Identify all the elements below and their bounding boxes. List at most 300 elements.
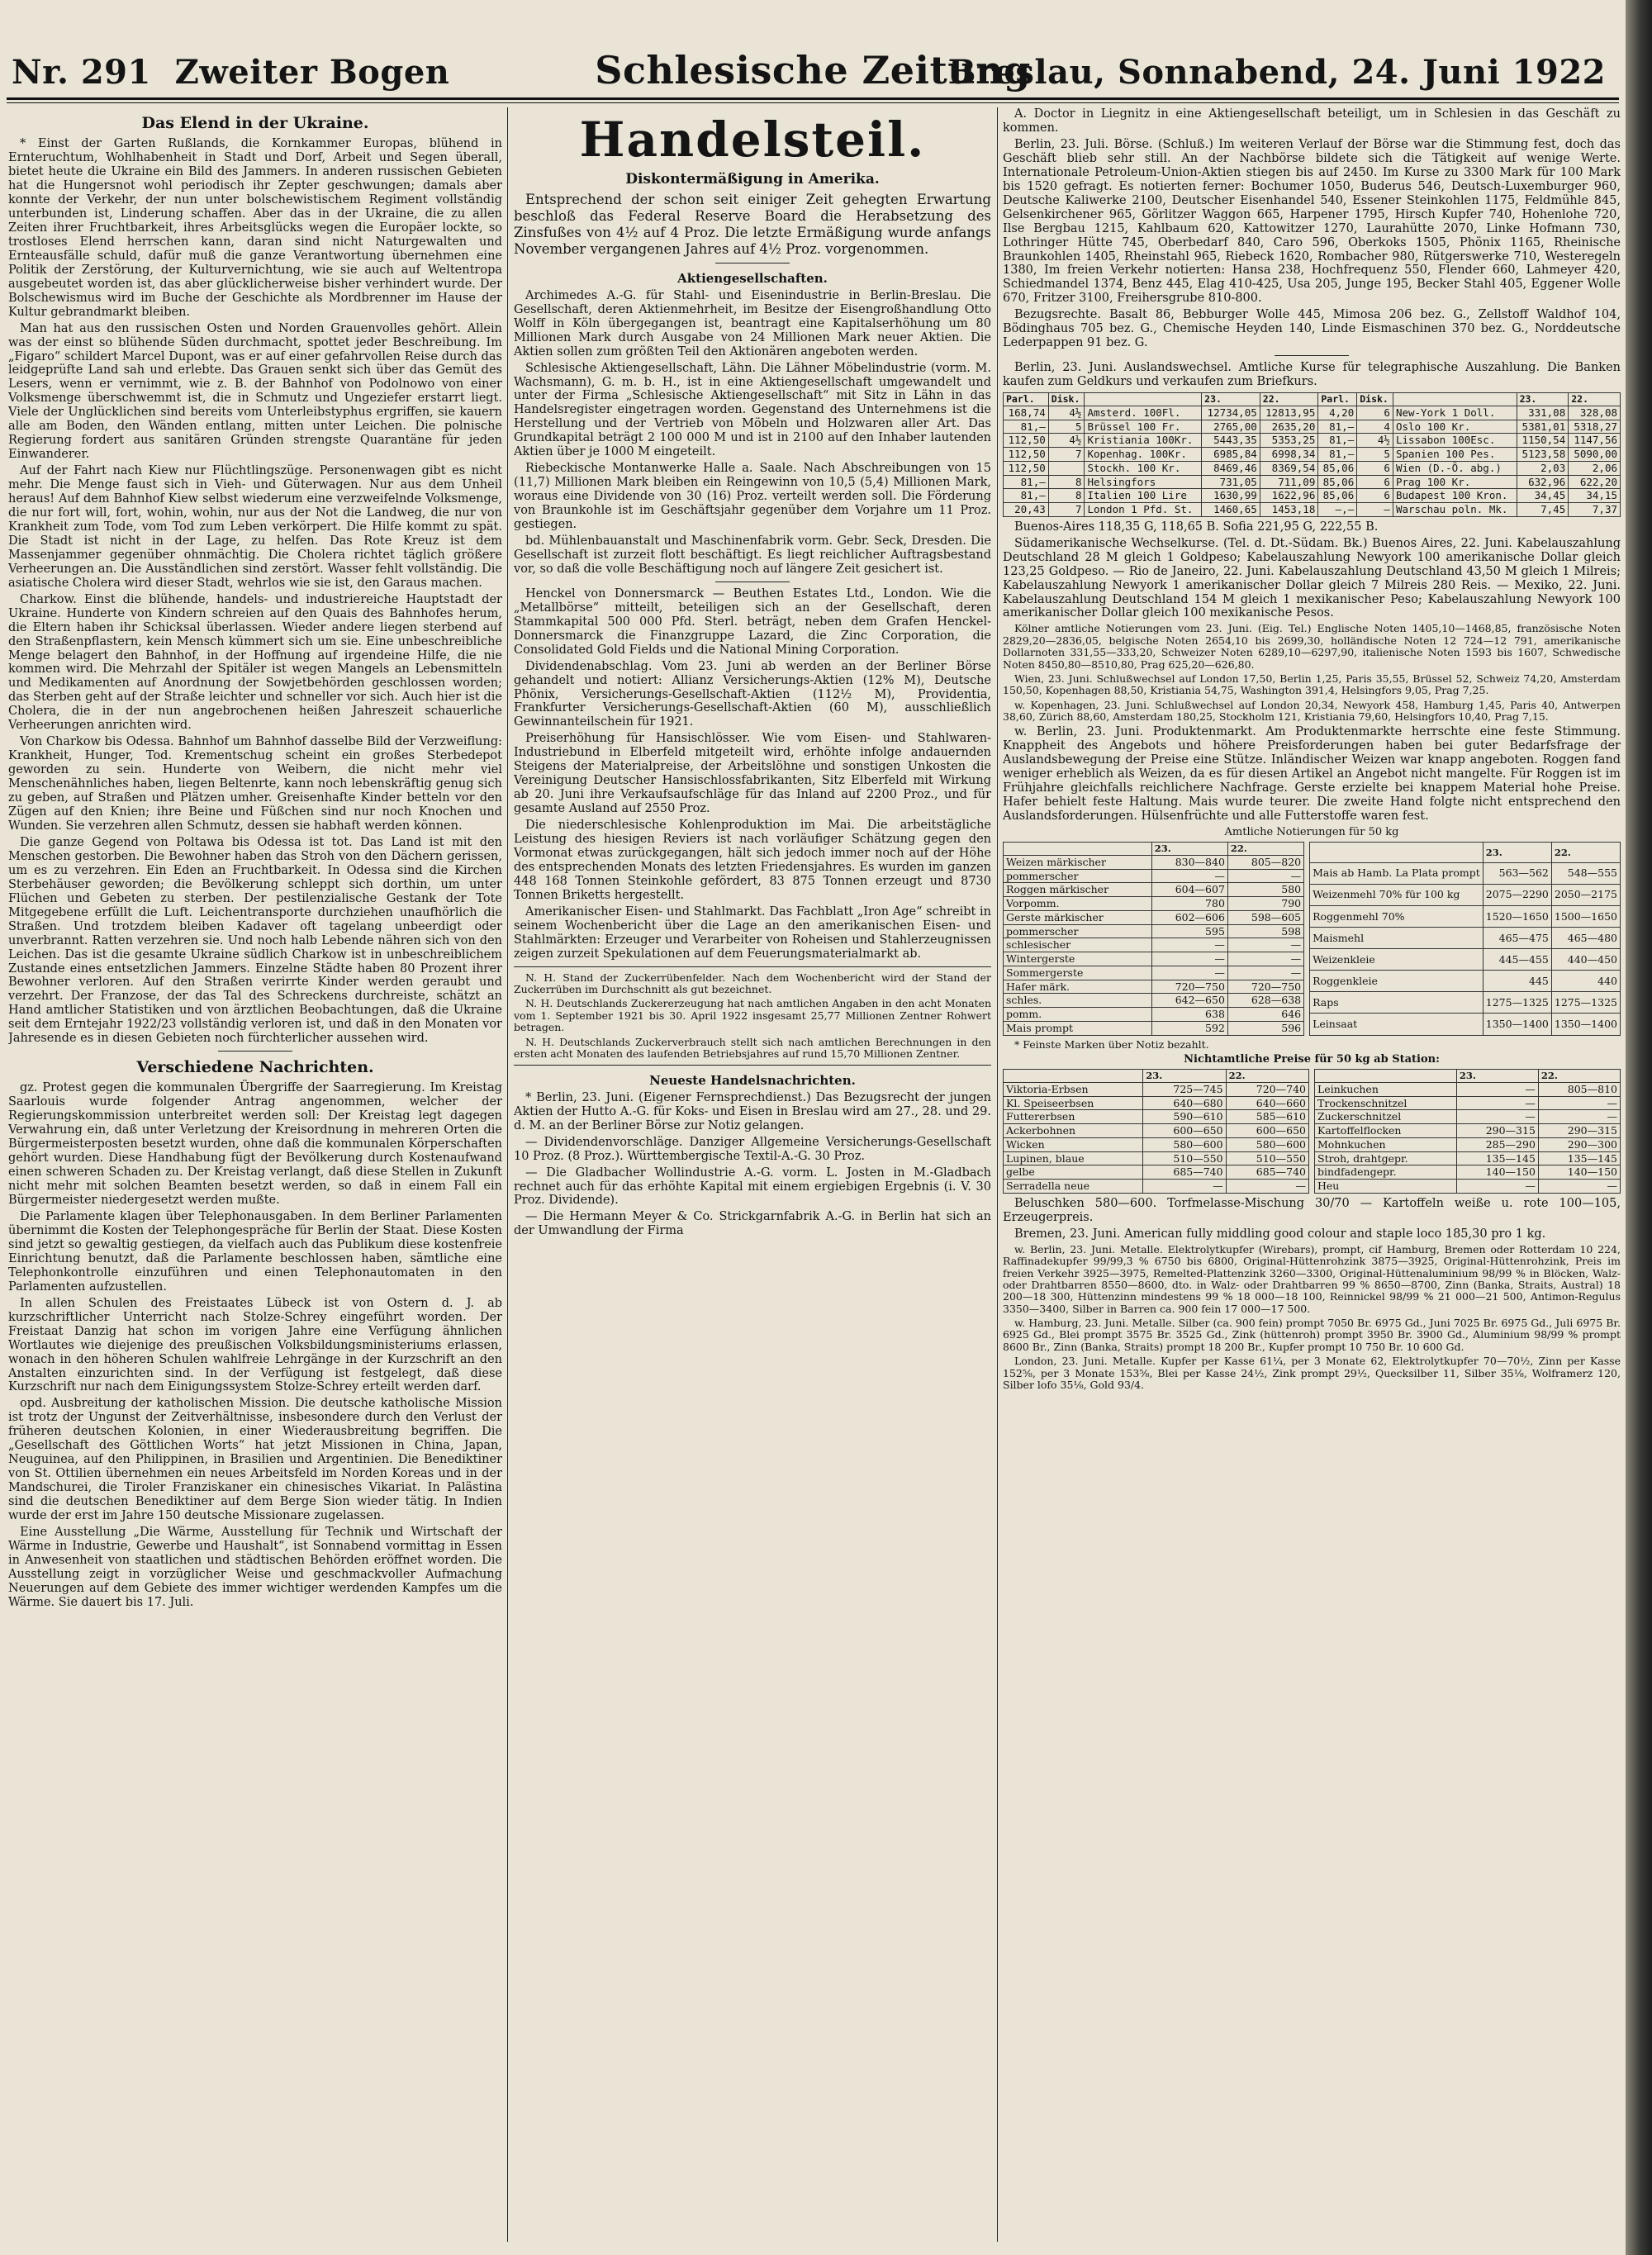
table-cell: 85,06 (1318, 475, 1357, 489)
paragraph: Die Parlamente klagen über Telephonausgaben. In dem Berliner Parlamenten übernimmt die Kosten der Telephongespräche für Berlin der Staat. Diese Kosten sind jetzt so gewaltig gestiegen, da vielfach auch das Publikum diese kostenfreie Einrichtung benutzt, daß die Parlamente beschlossen haben, sämtliche eine Telephonkontrolle einzuführen und einen Telephonautomaten in den Parlamenten aufzustellen. (8, 1210, 502, 1294)
table-cell: 290—315 (1538, 1124, 1620, 1138)
table-cell: 22. (1227, 843, 1303, 856)
table-cell: Leinsaat (1310, 1014, 1483, 1035)
table-cell: 600—650 (1143, 1124, 1226, 1138)
table-row (1004, 1021, 1304, 1035)
newspaper-title: Schlesische Zeitung (595, 48, 1031, 93)
paragraph: Archimedes A.-G. für Stahl- und Eisenindustrie in Berlin-Breslau. Die Gesellschaft, deren Aktienmehrheit, im Besitze der Eisengroßhandlung Otto Wolff in Köln übergegangen ist, beantragt eine Kapitalserhöhung um 80 Millionen Mark durch Ausgabe von 24 Millionen Mark neuer Aktien. Die Aktien sollen zum größten Teil den Aktionären angeboten werden. (514, 288, 991, 358)
table-cell: Disk. (1357, 393, 1393, 406)
table-cell: 5123,58 (1517, 448, 1569, 462)
separator (218, 1051, 292, 1052)
table-row (1004, 420, 1621, 434)
table-cell: Wintergerste (1004, 952, 1152, 966)
table-cell: 5 (1357, 448, 1393, 462)
table-cell: 685—740 (1143, 1165, 1226, 1180)
table-cell: 1460,65 (1202, 503, 1260, 517)
table-cell: 805—810 (1538, 1082, 1620, 1096)
table-cell: 4,20 (1318, 406, 1357, 420)
table-row (1004, 448, 1621, 462)
table-cell: 1350—1400 (1551, 1014, 1620, 1035)
paragraph: Dividendenabschlag. Vom 23. Juni ab werden an der Berliner Börse gehandelt und notiert: Allianz Versicherungs-Aktien (12% M), Deutsche Phönix, Versicherungs-Gesellschaft-Aktien (112½ M), Providentia, Frankfurter Versicherungs-Gesellschaft-Aktien (60 M), ausschließlich Gewinnanteilschein für 1921. (514, 659, 991, 729)
table-cell: 4½ (1048, 406, 1085, 420)
table-row (1310, 971, 1621, 992)
table-cell: Oslo 100 Kr. (1393, 420, 1517, 434)
table-header-row (1004, 843, 1304, 856)
table-cell: 628—638 (1227, 994, 1303, 1008)
table-row (1004, 1096, 1309, 1110)
table-cell: 1350—1400 (1483, 1014, 1551, 1035)
table-cell: 642—650 (1151, 994, 1227, 1008)
table-row (1004, 1124, 1309, 1138)
table-cell: Wien (D.-Ö. abg.) (1393, 461, 1517, 475)
table-cell: Mohnkuchen (1315, 1137, 1457, 1151)
table-cell: 81,— (1318, 420, 1357, 434)
table-cell: Prag 100 Kr. (1393, 475, 1517, 489)
paragraph: Die niederschlesische Kohlenproduktion im Mai. Die arbeitstägliche Leistung des hiesigen Reviers ist nach vorläufiger Schätzung gegen den Vormonat etwas zurückgegangen, hält sich jedoch immer noch auf der Höhe des entsprechenden Monats des letzten Friedensjahres. Es wurden im ganzen 448 168 Tonnen Steinkohle gefördert, 83 875 Tonnen erzeugt und 8730 Tonnen Briketts hergestellt. (514, 819, 991, 902)
table-row (1310, 884, 1621, 905)
section-heading-misc: Verschiedene Nachrichten. (136, 1058, 374, 1077)
table-cell: 1147,56 (1569, 434, 1621, 448)
table-cell: — (1538, 1096, 1620, 1110)
table-cell: 7 (1048, 448, 1085, 462)
table-cell: 8 (1048, 475, 1085, 489)
paragraph: Preiserhöhung für Hansischlösser. Wie vom Eisen- und Stahlwaren-Industriebund in Elberfeld mitgeteilt wird, erhöhte infolge andauernden Steigens der Materialpreise, der Arbeitslöhne und sonstigen Unkosten die Vereinigung Deutscher Hansischlossfabrikanten, Sitz Elberfeld mit Wirkung ab 20. Juni ihre Verkaufsaufschläge für das Inland auf 2200 Proz., und für gesamte Ausland auf 2550 Proz. (514, 732, 991, 816)
legumes-table-left (1003, 1069, 1309, 1194)
table-cell: 81,— (1004, 489, 1049, 503)
table-cell: 290—315 (1456, 1124, 1538, 1138)
table-cell: 7,37 (1569, 503, 1621, 517)
table-cell: 590—610 (1143, 1110, 1226, 1124)
table-cell: 2050—2175 (1551, 884, 1620, 905)
table-cell: 4½ (1357, 434, 1393, 448)
table-cell: — (1151, 966, 1227, 980)
table-cell: 580—600 (1143, 1137, 1226, 1151)
paragraph: Kölner amtliche Notierungen vom 23. Juni. (Eig. Tel.) Englische Noten 1405,10—1468,85, französische Noten 2829,20—2836,05, belgische Noten 2654,10 bis 2699,30, holländische Noten 12 724—12 791, amerikanische Dollarnoten 331,55—333,20, Schweizer Noten 6289,10—6297,90, italienische Noten 1593 bis 1607, Schwedische Noten 8450,80—8510,80, Prag 625,20—626,80. (1003, 622, 1621, 671)
table-cell: 22. (1538, 1070, 1620, 1083)
feed-table-right (1314, 1069, 1621, 1194)
table-cell: 85,06 (1318, 461, 1357, 475)
table-cell: Leinkuchen (1315, 1082, 1457, 1096)
table-cell: 5090,00 (1569, 448, 1621, 462)
table-cell: 600—650 (1226, 1124, 1308, 1138)
table-row (1004, 883, 1304, 897)
table-cell: bindfadengepr. (1315, 1165, 1457, 1180)
paragraph: Südamerikanische Wechselkurse. (Tel. d. Dt.-Südam. Bk.) Buenos Aires, 22. Juni. Kabelauszahlung Deutschland 28 M gleich 1 Goldpeso; Kabelauszahlung Newyork 100 amerikanische Dollar gleich 123,25 Goldpeso. — Rio de Janeiro, 22. Juni. Kabelauszahlung Deutschland 43,50 M gleich 1 Milreis; Kabelauszahlung Newyork 1 amerikanischer Dollar gleich 7 Milreis 280 Reis. — Mexiko, 22. Juni. Kabelauszahlung Deutschland 154 M gleich 1 mexikanischer Peso; Kabelauszahlung Newyork 100 amerikanischer Dollar gleich 100 mexikanische Pesos. (1003, 536, 1621, 620)
table-cell: —,— (1318, 503, 1357, 517)
table-cell: 592 (1151, 1021, 1227, 1035)
table-cell: — (1151, 938, 1227, 952)
table-row (1315, 1110, 1621, 1124)
table-row (1004, 910, 1304, 924)
table-cell: Mais prompt (1004, 1021, 1152, 1035)
paragraph: opd. Ausbreitung der katholischen Mission. Die deutsche katholische Mission ist trotz der Ungunst der Zeitverhältnisse, insbesondere durch den Verlust der früheren deutschen Kolonien, in einer Wiederausbreitung begriffen. Die „Gesellschaft des Göttlichen Worts“ hat jetzt Missionen in China, Japan, Neuguinea, auf den Philippinen, in Brasilien und Argentinien. Die Benediktiner von St. Ottilien übernehmen ein neues Arbeitsfeld im Norden Koreas und in der Mandschurei, die Tiroler Franziskaner ein chinesisches Vikariat. In Palästina sind die deutschen Benediktiner auf dem Berge Sion wieder tätig. In Indien wurde der erst im Jahre 150 deutsche Missionare zugelassen. (8, 1397, 502, 1523)
table-cell: 604—607 (1151, 883, 1227, 897)
table-row (1004, 980, 1304, 994)
table-cell: 548—555 (1551, 862, 1620, 884)
table-cell: 7,45 (1517, 503, 1569, 517)
table-cell: Stroh, drahtgepr. (1315, 1151, 1457, 1165)
separator (514, 966, 991, 967)
note: N. H. Deutschlands Zuckerverbrauch stellt sich nach amtlichen Berechnungen in den ersten acht Monaten des laufenden Betriebsjahres auf rund 15,70 Millionen Zentner. (514, 1035, 991, 1060)
paragraph: Berlin, 23. Juni. Auslandswechsel. Amtliche Kurse für telegraphische Auszahlung. Die Banken kaufen zum Geldkurs und verkaufen zum Briefkurs. (1003, 361, 1621, 389)
paragraph: * Berlin, 23. Juni. (Eigener Fernsprechdienst.) Das Bezugsrecht der jungen Aktien der Hutto A.-G. für Koks- und Eisen in Breslau wird am 27., 28. und 29. d. M. an der Berliner Börse zur Notiz gelangen. (514, 1090, 991, 1132)
table-cell: Helsingfors (1085, 475, 1202, 489)
table-cell (1393, 393, 1517, 406)
paragraph: Charkow. Einst die blühende, handels- und industriereiche Hauptstadt der Ukraine. Hunderte von Kindern schreien auf den Quais des Bahnhofes herum, die Eltern haben ihr Schicksal überlassen. Wieder andere liegen sterbend auf den Straßenpflastern, kein Mensch kümmert sich um sie. Eine unbeschreibliche Menge belagert den Bahnhof, in der Hoffnung auf irgendeine Hilfe, die nie kommen wird. Die Mehrzahl der Spitäler ist wegen Mangels an Lebensmitteln und Medikamenten auf Anordnung der Sowjetbehörden geschlossen worden; das Sterben geht auf der Straße leichter und schneller vor sich. Auch hier ist die Cholera, die in der nun angebrochenen heißen Jahreszeit schauerliche Verheerungen anrichten wird. (8, 592, 502, 733)
paragraph: Amerikanischer Eisen- und Stahlmarkt. Das Fachblatt „Iron Age“ schreibt in seinem Wochenbericht über die Lage an den amerikanischen Eisen- und Stahlmärkten: Erzeuger und Verarbeiter von Roheisen und Stahlerzeugnissen zeigen zurzeit Spekulationen auf dem Feuerungsmaterialmarkt ab. (514, 904, 991, 961)
table-cell: pomm. (1004, 1008, 1152, 1022)
table-row (1004, 434, 1621, 448)
table-cell: — (1227, 966, 1303, 980)
paragraph: Buenos-Aires 118,35 G, 118,65 B. Sofia 221,95 G, 222,55 B. (1014, 520, 1379, 534)
table-cell: 638 (1151, 1008, 1227, 1022)
grain-table-left (1003, 842, 1304, 1035)
table-row (1310, 992, 1621, 1014)
table-cell: 81,— (1318, 434, 1357, 448)
table-cell: 585—610 (1226, 1110, 1308, 1124)
table-cell: 725—745 (1143, 1082, 1226, 1096)
table-cell: 2,06 (1569, 461, 1621, 475)
table-row (1004, 1110, 1309, 1124)
paragraph: Bremen, 23. Juni. American fully middling good colour and staple loco 185,30 pro 1 kg. (1014, 1227, 1546, 1241)
masthead-rule (7, 97, 1619, 103)
paragraph: Eine Ausstellung „Die Wärme, Ausstellung für Technik und Wirtschaft der Wärme in Industrie, Gewerbe und Haushalt“, ist Sonnabend vormittag in Essen in Anwesenheit von staatlichen und städtischen Behörden eröffnet worden. Die Ausstellung zeigt in vorzüglicher Weise und geschmackvoller Aufmachung Neuerungen auf dem Gebiete des immer wichtiger werdenden Kampfes um die Wärme. Sie dauert bis 17. Juli. (8, 1525, 502, 1609)
table-cell: 22. (1569, 393, 1621, 406)
column-right (1003, 107, 1621, 2247)
table-cell: — (1538, 1110, 1620, 1124)
table-cell: 640—660 (1226, 1096, 1308, 1110)
table-cell: 510—550 (1226, 1151, 1308, 1165)
table-cell: — (1456, 1180, 1538, 1194)
table-cell: 135—145 (1456, 1151, 1538, 1165)
table-cell: London 1 Pfd. St. (1085, 503, 1202, 517)
table-cell (1085, 393, 1202, 406)
article-ukraine (8, 137, 502, 1046)
table-cell: 4 (1357, 420, 1393, 434)
table-cell: — (1151, 952, 1227, 966)
grain-table-right (1309, 842, 1621, 1035)
table-cell: 23. (1202, 393, 1260, 406)
table-row (1004, 966, 1304, 980)
table-cell: 22. (1551, 843, 1620, 862)
table-cell: 4½ (1048, 434, 1085, 448)
paragraph: Von Charkow bis Odessa. Bahnhof um Bahnhof dasselbe Bild der Verzweiflung: Krankheit, Hunger, Tod. Krementschug scheint ein großes Sterbedepot geworden zu sein. Hunderte von Weibern, die nicht mehr viel Menschenähnliches haben, liegen Beltenrte, kann noch lebenskräftig genug sich zu geben, auf Straßen und Plätzen umher. Greisenhafte Kinder betteln vor den Zügen auf den Knien; ihre Beine und Füßchen sind nur noch Knochen und Wunden. Sie verzehren allen Schmutz, dessen sie habhaft werden können. (8, 735, 502, 833)
table-cell: 5318,27 (1569, 420, 1621, 434)
table-cell: Kl. Speiseerbsen (1004, 1096, 1143, 1110)
table-row (1004, 475, 1621, 489)
table-cell: 81,— (1004, 420, 1049, 434)
table-cell: — (1226, 1180, 1308, 1194)
paragraph: A. Doctor in Liegnitz in eine Aktiengesellschaft beteiligt, um in Schlesien in das Geschäft zu kommen. (1003, 107, 1621, 135)
article-misc (8, 1081, 502, 1609)
table-cell: 328,08 (1569, 406, 1621, 420)
paragraph: bd. Mühlenbauanstalt und Maschinenfabrik vorm. Gebr. Seck, Dresden. Die Gesellschaft ist zurzeit flott beschäftigt. Es liegt reichlicher Auftragsbestand vor, so daß die volle Beschäftigung noch auf längere Zeit gesichert ist. (514, 534, 991, 576)
table-cell: Parl. (1004, 393, 1049, 406)
table-row (1315, 1137, 1621, 1151)
table-cell: Hafer märk. (1004, 980, 1152, 994)
table-cell: schlesischer (1004, 938, 1152, 952)
paragraph: In allen Schulen des Freistaates Lübeck ist von Ostern d. J. ab kurzschriftlicher Unterricht nach Stolze-Schrey eingeführt worden. Der Freistaat Danzig hat schon im vorigen Jahre eine Verfügung ähnlichen Wortlautes wie diejenige des preußischen Volksbildungsministeriums erlassen, wonach in den höheren Schulen wahlfreie Lehrgänge in der Kurzschrift an den Anstalten einzurichten sind. In der Verfügung ist festgelegt, daß diese Kurzschrift nur nach dem Einigungssystem Stolze-Schrey erteilt werden darf. (8, 1296, 502, 1394)
table-cell: — (1456, 1110, 1538, 1124)
paragraph: Man hat aus den russischen Osten und Norden Grauenvolles gehört. Allein was der einst so blühende Süden durchmacht, spottet jeder Beschreibung. Im „Figaro“ schildert Marcel Dupont, was er auf einer gefahrvollen Reise durch das leidgeprüfte Land sah und erlebte. Das Grauen senkt sich über das Gemüt des Lesers, wenn er vernimmt, wie z. B. der Bahnhof von Podolnowo von einer Volksmenge überschwemmt ist, die in Schmutz und Ungeziefer erstarrt liegt. Viele der Unglücklichen sind bereits vom Unterleibstyphus ergriffen, sie kauern alle am Boden, den Wänden entlang, mitten unter Leichen. Die polnische Regierung fordert aus sanitären Gründen strengste Quarantäne für jeden Einwanderer. (8, 321, 502, 462)
table-cell: Budapest 100 Kron. (1393, 489, 1517, 503)
table-cell: Stockh. 100 Kr. (1085, 461, 1202, 475)
paragraph: * Einst der Garten Rußlands, die Kornkammer Europas, blühend in Ernteruchtum, Wohlhabenheit in Stadt und Dorf, Arbeit und Segen überall, bietet heute die Ukraine ein Bild des Jammers. In anderen russischen Gebieten hat die Hungersnot wohl periodisch ihr Zepter geschwungen; damals aber konnte der Verkehr, der nun unter bolschewistischem Regiment vollständig unterbunden ist, Linderung schaffen. Aber das in der Ukraine, die zu allen Zeiten ihrer Fruchtbarkeit, ihres Arbeitsglücks wegen die Europäer lockte, so trostloses Elend herrschen kann, daran sind nicht Naturgewalten und Ernteausfälle schuld, dafür muß die ganze Verantwortung übernehmen eine Politik der Zerstörung, der Kulturvernichtung, wie sie auch auf Weltentropa ausgebeutet worden ist, das aber glücklicherweise bisher verhindert wurde. Der Bolschewismus wird im Buche der Geschichte als Mordbrenner im Hause der Kultur gebrandmarkt bleiben. (8, 137, 502, 319)
table-cell: Lissabon 100Esc. (1393, 434, 1517, 448)
table-cell: 112,50 (1004, 434, 1049, 448)
paragraph: — Die Gladbacher Wollindustrie A.-G. vorm. L. Josten in M.-Gladbach rechnet auch für das erhöhte Kapital mit einem ergiebigen Ergebnis (i. V. 30 Proz. Dividende). (514, 1165, 991, 1208)
table-cell: 830—840 (1151, 855, 1227, 869)
table-cell: 22. (1226, 1070, 1308, 1083)
sheet-label: Zweiter Bogen (174, 53, 450, 92)
paragraph: w. Berlin, 23. Juni. Metalle. Elektrolytkupfer (Wirebars), prompt, cif Hamburg, Bremen oder Rotterdam 10 224, Raffinadekupfer 99/99,3 % 6750 bis 6800, Original-Hüttenrohzink 3875—3925, Original-Hüttenrohzink, Preis im freien Verkehr 3925—3975, Remelted-Plattenzink 3260—3300, Original-Hüttenaluminium 98/99 % in Blöcken, Walz- oder Drahtbarren 8550—8600, dto. in Walz- oder Drahtbarren 99 % 8650—8700, Zinn (Banka, Straits, Austral) 18 200—18 300, Hüttenzinn mindestens 99 % 18 000—18 100, Reinnickel 98/99 % 21 000—21 500, Antimon-Regulus 3350—3400, Silber in Barren ca. 900 fein 17 000—17 500. (1003, 1242, 1621, 1315)
table-row (1004, 924, 1304, 938)
note: N. H. Deutschlands Zuckererzeugung hat nach amtlichen Angaben in den acht Monaten vom 1. September 1921 bis 30. April 1922 insgesamt 25,77 Millionen Zentner Rohwert betragen. (514, 997, 991, 1034)
table-row (1004, 1008, 1304, 1022)
table-row (1004, 1165, 1309, 1180)
table-cell (1310, 843, 1483, 862)
table-cell: 12734,05 (1202, 406, 1260, 420)
paragraph: gz. Protest gegen die kommunalen Übergriffe der Saarregierung. Im Kreistag Saarlouis wurde folgender Antrag angenommen, welcher der Regierungskommission unterbreitet werden soll: Der Kreistag legt dagegen Verwahrung ein, daß unter Verletzung der Kreisordnung in mehreren Orten die Bürgermeisterposten besetzt wurden, ohne daß die kommunalen Körperschaften gehört wurden. Diese Handhabung fügt der Bevölkerung durch Kostenaufwand einen schweren Schaden zu. Der Kreistag verlangt, daß diese Stellen in Zukunft nicht mehr mit solchen Beamten besetzt werden, so daß in einem Fall ein Bürgermeister niedergesetzt werden mußte. (8, 1081, 502, 1208)
table-cell: 290—300 (1538, 1137, 1620, 1151)
table-cell: 34,15 (1569, 489, 1621, 503)
table-cell: 140—150 (1538, 1165, 1620, 1180)
paragraph: Bezugsrechte. Basalt 86, Bebburger Wolle 445, Mimosa 206 bez. G., Zellstoff Waldhof 104, Bödinghaus 705 bez. G., Chemische Heyden 140, Linde Eismaschinen 370 bez. G., Norddeutsche Lederpappen 91 bez. G. (1003, 308, 1621, 350)
table-cell: gelbe (1004, 1165, 1143, 1180)
table-cell: 112,50 (1004, 448, 1049, 462)
table-cell: 632,96 (1517, 475, 1569, 489)
note: * Feinste Marken über Notiz bezahlt. (1014, 1037, 1209, 1051)
paragraph: Riebeckische Montanwerke Halle a. Saale. Nach Abschreibungen von 15 (11,7) Millionen Mark bleiben ein Reingewinn von 10,5 (5,4) Millionen Mark, woraus eine Dividende von 30 (16) Proz. verteilt werden soll. Die Förderung von Braunkohle ist im Geschäftsjahr gegenüber dem Vorjahre um 11 Proz. gestiegen. (514, 462, 991, 532)
table-cell: 5 (1048, 420, 1085, 434)
table-cell: 85,06 (1318, 489, 1357, 503)
table-row (1004, 869, 1304, 883)
table-row (1315, 1165, 1621, 1180)
table-cell: 20,43 (1004, 503, 1049, 517)
paragraph: w. Hamburg, 23. Juni. Metalle. Silber (ca. 900 fein) prompt 7050 Br. 6975 Gd., Juni 7025 Br. 6975 Gd., Juli 6975 Br. 6925 Gd., Blei prompt 3575 Br. 3525 Gd., Zink (hüttenroh) prompt 3950 Br. 3900 Gd., Aluminium 98/99 % prompt 8600 Br., Zinn (Banka, Straits) prompt 18 200 Br., Kupfer prompt 10 750 Br. 10 600 Gd. (1003, 1317, 1621, 1353)
table-cell: Wicken (1004, 1137, 1143, 1151)
paragraph: Henckel von Donnersmarck — Beuthen Estates Ltd., London. Wie die „Metallbörse“ mitteilt, beteiligen sich an der Gesellschaft, deren Stammkapital 500 000 Pfd. Sterl. beträgt, neben dem Grafen Henckel-Donnersmarck die Finanzgruppe Lazard, die Zinc Corporation, die Consolidated Gold Fields und die National Mining Corporation. (514, 586, 991, 657)
table-cell: Sommergerste (1004, 966, 1152, 980)
paragraph: London, 23. Juni. Metalle. Kupfer per Kasse 61¼, per 3 Monate 62, Elektrolytkupfer 70—70½, Zinn per Kasse 152⅝, per 3 Monate 153⅝, Blei per Kasse 24½, Zink prompt 29½, Quecksilber 11, Silber 35⅛, Wolframerz 120, Silber lofo 35⅛, Gold 93/4. (1003, 1355, 1621, 1391)
table-row (1315, 1180, 1621, 1194)
table-row (1004, 897, 1304, 911)
table-row (1315, 1151, 1621, 1165)
table-header-row (1315, 1070, 1621, 1083)
table-caption: Nichtamtliche Preise für 50 kg ab Station: (1184, 1053, 1440, 1066)
table-header-row (1004, 393, 1621, 406)
table-cell: 445 (1483, 971, 1551, 992)
table-cell: 23. (1483, 843, 1551, 862)
table-cell: 2,03 (1517, 461, 1569, 475)
table-cell: 6985,84 (1202, 448, 1260, 462)
table-cell: Parl. (1318, 393, 1357, 406)
table-row (1315, 1124, 1621, 1138)
table-cell: 112,50 (1004, 461, 1049, 475)
table-cell: 23. (1151, 843, 1227, 856)
table-cell: 12813,95 (1260, 406, 1318, 420)
table-row (1310, 949, 1621, 971)
subsection-heading-aktien: Aktiengesellschaften. (677, 271, 828, 287)
table-cell (1048, 461, 1085, 475)
table-cell: 6 (1357, 461, 1393, 475)
paragraph: w. Berlin, 23. Juni. Produktenmarkt. Am Produktenmarkte herrschte eine feste Stimmung. Knappheit des Angebots und höhere Preisforderungen haben bei guter Bedarfsfrage der Auslandsbewegung der Preise eine Stütze. Inländischer Weizen war knapp angeboten. Roggen fand weniger erheblich als Weizen, da es für diesen Artikel an Angebot nicht mangelte. Für Roggen ist im Frühjahre gleichfalls reichlichere Nachfrage. Gerste erzielte bei knappem Material hohe Preise. Hafer behielt feste Haltung. Mais wurde teurer. Die zweite Hand folgte nicht entsprechend den Auslandsforderungen. Hülsenfrüchte und alle Futterstoffe waren fest. (1003, 725, 1621, 824)
table-cell: 23. (1517, 393, 1569, 406)
paragraph: w. Kopenhagen, 23. Juni. Schlußwechsel auf London 20,34, Newyork 458, Hamburg 1,45, Paris 40, Antwerpen 38,60, Zürich 88,60, Amsterdam 180,25, Stockholm 121, Kristiania 79,60, Helsingfors 10,40, Prag 7,15. (1003, 698, 1621, 724)
page-edge-shadow (1626, 0, 1652, 2255)
table-cell: 6 (1357, 489, 1393, 503)
table-cell: 720—740 (1226, 1082, 1308, 1096)
table-cell: 6 (1357, 475, 1393, 489)
table-cell: 580—600 (1226, 1137, 1308, 1151)
table-cell: Zuckerschnitzel (1315, 1110, 1457, 1124)
table-cell (1315, 1070, 1457, 1083)
table-cell: Kristiania 100Kr. (1085, 434, 1202, 448)
table-row (1004, 461, 1621, 475)
table-cell: Serradella neue (1004, 1180, 1143, 1194)
table-cell: — (1151, 869, 1227, 883)
table-cell: 640—680 (1143, 1096, 1226, 1110)
table-cell: pommerscher (1004, 869, 1152, 883)
table-row (1310, 905, 1621, 927)
table-cell: 622,20 (1569, 475, 1621, 489)
table-cell: 1622,96 (1260, 489, 1318, 503)
table-cell: Roggenmehl 70% (1310, 905, 1483, 927)
table-cell: Ackerbohnen (1004, 1124, 1143, 1138)
table-body (1004, 406, 1621, 516)
table-cell: — (1227, 869, 1303, 883)
table-row (1310, 1014, 1621, 1035)
table-cell: Vorpomm. (1004, 897, 1152, 911)
table-row (1004, 1180, 1309, 1194)
paragraph: Die ganze Gegend von Poltawa bis Odessa ist tot. Das Land ist mit den Menschen gestorben. Die Bewohner haben das Stroh von den Dächern gerissen, um es zu verzehren. Ein Eden an Fruchtbarkeit. In Odessa sind die Kirchen Sterbehäuser geworden; die Bevölkerung schleppt sich dorthin, um unter Flüchen und Gebeten zu sterben. Der pestilenzialische Gestank der Tote Mitgegebene erfüllt die Luft. Leichentransporte durchziehen unaufhörlich die Straßen. Und trotzdem bleiben Kadaver oft tagelang unbeerdigt oder unverbrannt. Ratten verzehren sie. Und noch halb Lebende nähren sich von den Leichen. Das ist die gesamte Ukraine südlich Charkow ist in unbeschreiblichem Zustande eines entsetzlichen Jammers. Einzelne Städte haben 80 Prozent ihrer Bewohner verloren. Auf den Straßen verirrte Kinder werden geraubt und verzehrt. Der Franzose, der das Tal des Schreckens durchreiste, schätzt an Hand amtlicher Statistiken und von ärztlichen Beobachtungen, daß die Ukraine seit dem Erntejahr 1922/23 vollständig verloren ist, und daß in den Monaten vor Jahresende es in diesen Gebieten noch fürchterlicher aussehen wird. (8, 835, 502, 1046)
table-cell: 731,05 (1202, 475, 1260, 489)
table-cell: 34,45 (1517, 489, 1569, 503)
separator (514, 1065, 991, 1066)
table-cell: 580 (1227, 883, 1303, 897)
table-cell: Roggenkleie (1310, 971, 1483, 992)
table-row (1004, 855, 1304, 869)
table-cell: 1453,18 (1260, 503, 1318, 517)
table-cell: 1520—1650 (1483, 905, 1551, 927)
table-row (1310, 862, 1621, 884)
table-cell: Spanien 100 Pes. (1393, 448, 1517, 462)
table-cell: Heu (1315, 1180, 1457, 1194)
table-cell: Maismehl (1310, 928, 1483, 949)
table-cell: 711,09 (1260, 475, 1318, 489)
table-cell: 720—750 (1227, 980, 1303, 994)
table-cell: 805—820 (1227, 855, 1303, 869)
table-row (1315, 1096, 1621, 1110)
table-cell: 780 (1151, 897, 1227, 911)
table-cell: Disk. (1048, 393, 1085, 406)
paragraph: Entsprechend der schon seit einiger Zeit gehegten Erwartung beschloß das Federal Reserve Board die Herabsetzung des Zinsfußes von 4½ auf 4 Proz. Die letzte Ermäßigung wurde anfangs November vergangenen Jahres auf 4½ Proz. vorgenommen. (514, 191, 991, 258)
table-header-row (1310, 843, 1621, 862)
table-cell: schles. (1004, 994, 1152, 1008)
table-cell: 1275—1325 (1551, 992, 1620, 1014)
subsection-heading-neueste: Neueste Handelsnachrichten. (649, 1073, 856, 1089)
table-cell: Gerste märkischer (1004, 910, 1152, 924)
table-cell: — (1227, 952, 1303, 966)
table-cell: Weizenkleie (1310, 949, 1483, 971)
table-cell: Raps (1310, 992, 1483, 1014)
table-row (1004, 952, 1304, 966)
column-divider (997, 107, 998, 2242)
table-cell (1004, 843, 1152, 856)
table-cell: 168,74 (1004, 406, 1049, 420)
column-left (8, 107, 502, 2247)
table-cell: 465—475 (1483, 928, 1551, 949)
table-cell: 720—750 (1151, 980, 1227, 994)
table-cell: — (1456, 1082, 1538, 1096)
table-row (1004, 406, 1621, 420)
paragraph: Wien, 23. Juni. Schlußwechsel auf London 17,50, Berlin 1,25, Paris 35,55, Brüssel 52, Schweiz 74,20, Amsterdam 150,50, Kopenhagen 88,50, Kristiania 54,75, Washington 391,4, Helsingfors 9,05, Prag 7,25. (1003, 672, 1621, 697)
table-row (1004, 1137, 1309, 1151)
table-cell: Roggen märkischer (1004, 883, 1152, 897)
table-cell: 598 (1227, 924, 1303, 938)
table-cell: 23. (1143, 1070, 1226, 1083)
table-cell: 22. (1260, 393, 1318, 406)
table-cell: Lupinen, blaue (1004, 1151, 1143, 1165)
table-cell: 465—480 (1551, 928, 1620, 949)
issue-number: Nr. 291 (12, 53, 151, 92)
section-title-handelsteil: Handelsteil. (579, 112, 926, 168)
table-cell: 140—150 (1456, 1165, 1538, 1180)
table-cell: 5443,35 (1202, 434, 1260, 448)
article-heading-ukraine: Das Elend in der Ukraine. (141, 114, 369, 132)
table-cell: — (1357, 503, 1393, 517)
table-caption: Amtliche Notierungen für 50 kg (1224, 826, 1399, 839)
paragraph: Auf der Fahrt nach Kiew nur Flüchtlingszüge. Personenwagen gibt es nicht mehr. Die Menge faust sich in Vieh- und Güterwagen. Nur aus dem Unheil heraus! Auf dem Bahnhof Kiew selbst wiederum eine verzweifelnde Volksmenge, die nur fort will, fort, wohin, wohin, nur aus der Not die Landweg, die nur von Krankheit zum Tode, vom Tod zum Leben verkörpert. Die Hilfe kommt zu spät. Die Stadt ist nicht in der Lage, zu helfen. Das Rote Kreuz ist dem Massenjammer gegenüber ohnmächtig. Die Cholera richtet täglich größere Verheerungen an. Die Ausständlichen sind zerstört. Wasser fehlt vollständig. Die asiatische Cholera wird dieser Stadt, wehrlos wie sie ist, den Garaus machen. (8, 464, 502, 590)
table-cell: 81,— (1004, 475, 1049, 489)
table-cell: Trockenschnitzel (1315, 1096, 1457, 1110)
table-cell: Amsterd. 100Fl. (1085, 406, 1202, 420)
table-cell: 1630,99 (1202, 489, 1260, 503)
table-cell: pommerscher (1004, 924, 1152, 938)
table-row (1004, 503, 1621, 517)
table-cell: 5381,01 (1517, 420, 1569, 434)
column-middle (514, 107, 991, 2247)
table-cell: Kartoffelflocken (1315, 1124, 1457, 1138)
table-cell: 602—606 (1151, 910, 1227, 924)
table-cell: 790 (1227, 897, 1303, 911)
table-cell: Mais ab Hamb. La Plata prompt (1310, 862, 1483, 884)
table-cell: 331,08 (1517, 406, 1569, 420)
table-cell: 598—605 (1227, 910, 1303, 924)
table-cell: 23. (1456, 1070, 1538, 1083)
paragraph: — Die Hermann Meyer & Co. Strickgarnfabrik A.-G. in Berlin hat sich an der Umwandlung der Firma (514, 1210, 991, 1238)
column-divider (507, 107, 508, 2242)
table-cell: 8369,54 (1260, 461, 1318, 475)
table-cell: 7 (1048, 503, 1085, 517)
table-cell: 1275—1325 (1483, 992, 1551, 1014)
table-cell: 81,— (1318, 448, 1357, 462)
table-row (1315, 1082, 1621, 1096)
separator (1275, 355, 1349, 356)
table-cell: 2075—2290 (1483, 884, 1551, 905)
table-cell: 285—290 (1456, 1137, 1538, 1151)
table-header-row (1004, 1070, 1309, 1083)
article-heading-diskont: Diskontermäßigung in Amerika. (625, 170, 880, 188)
table-cell: 2765,00 (1202, 420, 1260, 434)
table-cell: 440 (1551, 971, 1620, 992)
table-cell: 5353,25 (1260, 434, 1318, 448)
table-cell: Viktoria-Erbsen (1004, 1082, 1143, 1096)
table-cell: 685—740 (1226, 1165, 1308, 1180)
note: N. H. Stand der Zuckerrübenfelder. Nach dem Wochenbericht wird der Stand der Zuckerrüben im Durchschnitt als gut bezeichnet. (514, 971, 991, 995)
table-cell: New-York 1 Doll. (1393, 406, 1517, 420)
table-row (1310, 928, 1621, 949)
